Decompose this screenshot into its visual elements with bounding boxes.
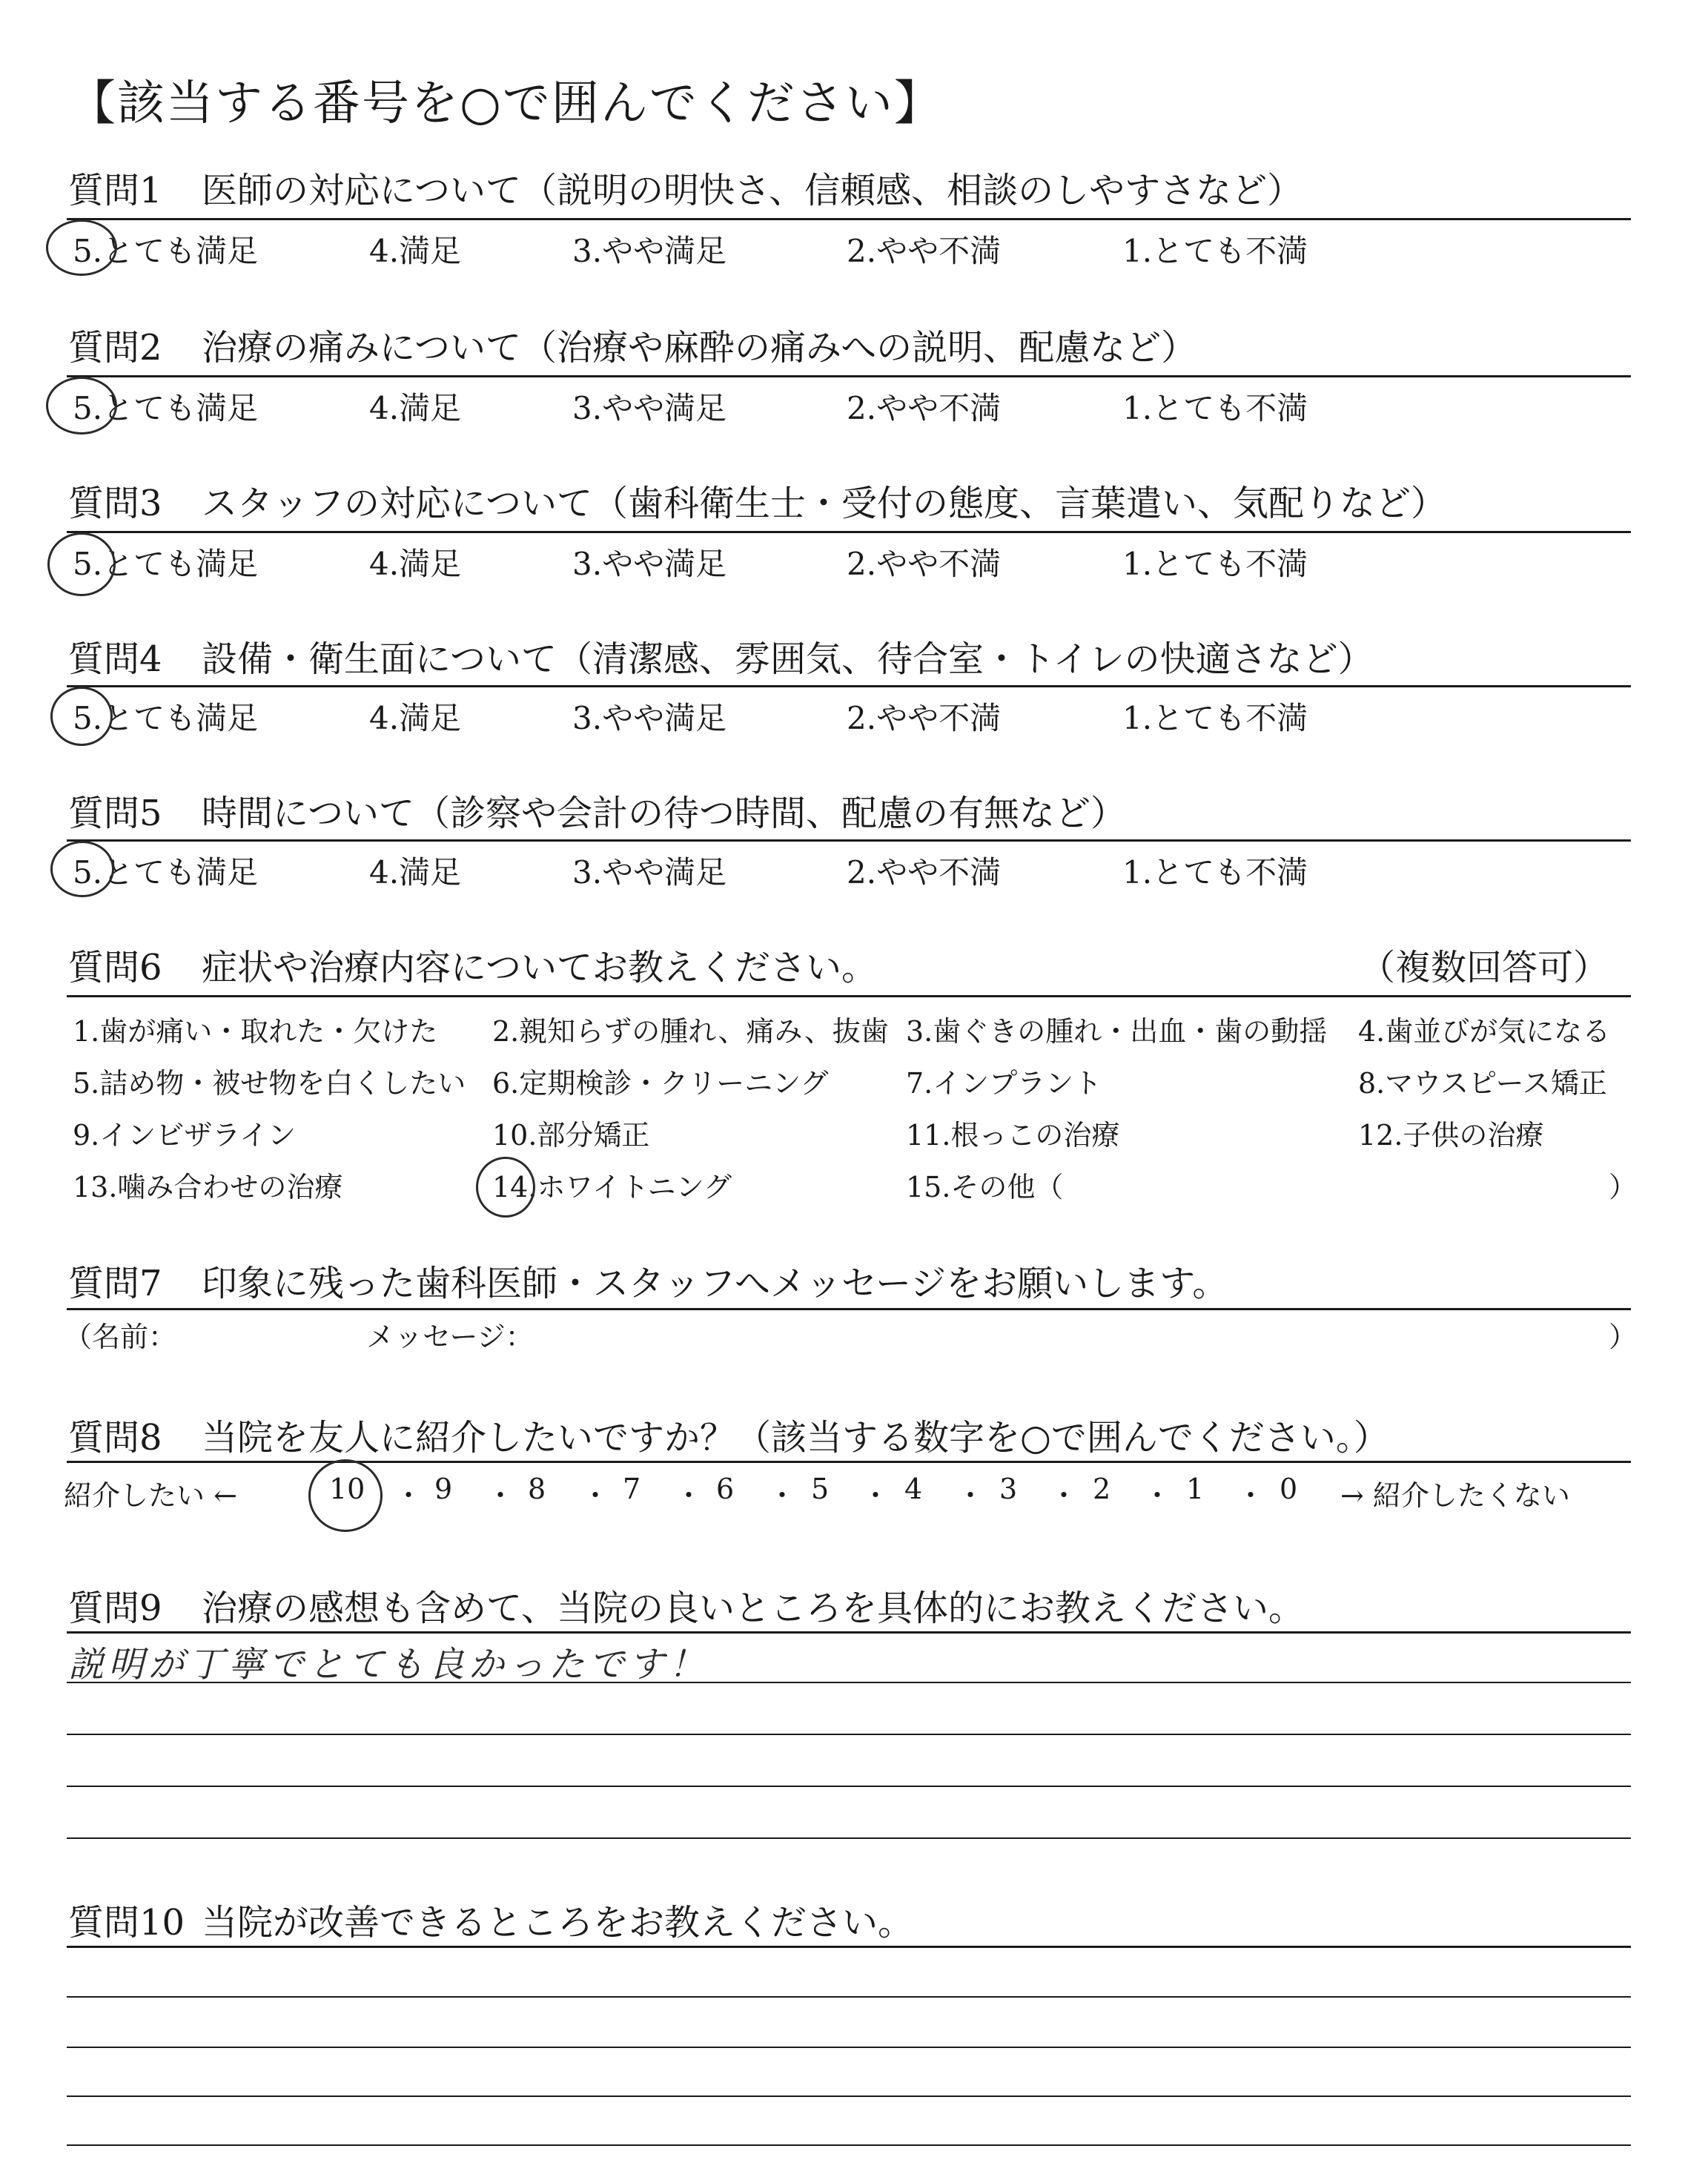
- q8-text: 当院を友人に紹介したいですか？（該当する数字を○で囲んでください。）: [202, 1417, 1389, 1459]
- q2-text: 治療の痛みについて（治療や麻酔の痛みへの説明、配慮など）: [202, 327, 1197, 369]
- q8-sep: ・: [486, 1479, 515, 1512]
- q6-note: （複数回答可）: [1360, 947, 1609, 988]
- q10-answer-line[interactable]: [67, 1996, 1631, 1998]
- q8-selection-circle: [308, 1459, 383, 1532]
- q8-score-3[interactable]: 3: [999, 1473, 1018, 1505]
- q7-name-field[interactable]: [222, 1354, 341, 1355]
- q8-sep: ・: [394, 1479, 423, 1512]
- q3-text: スタッフの対応について（歯科衛生士・受付の態度、言葉遣い、気配りなど）: [202, 483, 1447, 524]
- q6-item-15[interactable]: 15.その他（: [906, 1171, 1064, 1203]
- q1-option-2[interactable]: 2.やや不満: [847, 233, 1002, 269]
- q2-option-1[interactable]: 1.とても不満: [1122, 390, 1308, 426]
- q8-sep: ・: [956, 1479, 985, 1512]
- q6-item-15-close: ）: [1609, 1171, 1638, 1203]
- q7-text: 印象に残った歯科医師・スタッフへメッセージをお願いします。: [202, 1263, 1228, 1304]
- q9-rule: [67, 1631, 1631, 1634]
- q7-message-field[interactable]: [549, 1354, 1586, 1355]
- q5-option-5[interactable]: 5.とても満足: [73, 854, 259, 891]
- q7-name-label: （名前：: [64, 1321, 177, 1353]
- q3-option-5[interactable]: 5.とても満足: [73, 546, 259, 582]
- q9-handwritten-answer[interactable]: 説明が丁寧でとても良かったです！: [68, 1644, 709, 1685]
- q1-option-4[interactable]: 4.満足: [369, 233, 462, 269]
- q1-label: 質問1: [68, 170, 162, 211]
- q6-label: 質問6: [68, 947, 162, 988]
- q6-item-2[interactable]: 2.親知らずの腫れ、痛み、抜歯: [492, 1015, 889, 1048]
- q2-label: 質問2: [68, 327, 162, 369]
- q6-rule: [67, 995, 1631, 997]
- q10-answer-line[interactable]: [67, 2047, 1631, 2048]
- q8-sep: ・: [1050, 1479, 1079, 1512]
- q9-text: 治療の感想も含めて、当院の良いところを具体的にお教えください。: [202, 1588, 1305, 1629]
- page-title: 【該当する番号を○で囲んでください】: [68, 76, 943, 131]
- q4-option-5[interactable]: 5.とても満足: [73, 700, 259, 736]
- q5-option-4[interactable]: 4.満足: [369, 854, 462, 891]
- q5-label: 質問5: [68, 793, 162, 834]
- q9-answer-line: [67, 1837, 1631, 1839]
- q8-score-8[interactable]: 8: [528, 1473, 546, 1505]
- q8-score-5[interactable]: 5: [811, 1473, 830, 1505]
- q3-rule: [67, 531, 1631, 533]
- q10-answer-line[interactable]: [67, 2095, 1631, 2097]
- q3-label: 質問3: [68, 483, 162, 524]
- q4-rule: [67, 685, 1631, 687]
- q4-label: 質問4: [68, 638, 162, 680]
- q6-item-14[interactable]: 14.ホワイトニング: [492, 1171, 732, 1203]
- q4-selection-circle: [50, 687, 113, 746]
- q8-score-7[interactable]: 7: [623, 1473, 641, 1505]
- q10-answer-line[interactable]: [67, 2144, 1631, 2146]
- q10-text: 当院が改善できるところをお教えください。: [202, 1902, 914, 1943]
- q8-score-10[interactable]: 10: [329, 1473, 365, 1505]
- q7-label: 質問7: [68, 1263, 162, 1304]
- q5-option-1[interactable]: 1.とても不満: [1122, 854, 1308, 891]
- q9-label: 質問9: [68, 1588, 162, 1629]
- q6-text: 症状や治療内容についてお教えください。: [202, 947, 878, 988]
- q8-score-4[interactable]: 4: [904, 1473, 923, 1505]
- q9-answer-line: [67, 1786, 1631, 1787]
- q6-item-1[interactable]: 1.歯が痛い・取れた・欠けた: [73, 1015, 438, 1048]
- q3-selection-circle: [47, 532, 116, 596]
- q5-text: 時間について（診察や会計の待つ時間、配慮の有無など）: [202, 793, 1127, 834]
- q1-option-1[interactable]: 1.とても不満: [1122, 233, 1308, 269]
- q8-score-0[interactable]: 0: [1280, 1473, 1298, 1505]
- q8-right-label: → 紹介したくない: [1340, 1479, 1570, 1512]
- q6-item-6[interactable]: 6.定期検診・クリーニング: [492, 1067, 829, 1100]
- q5-option-2[interactable]: 2.やや不満: [847, 854, 1002, 891]
- q1-text: 医師の対応について（説明の明快さ、信頼感、相談のしやすさなど）: [202, 170, 1303, 211]
- q6-item-8[interactable]: 8.マウスピース矯正: [1358, 1067, 1607, 1100]
- q1-rule: [67, 218, 1631, 220]
- q8-sep: ・: [861, 1479, 890, 1512]
- q10-rule: [67, 1946, 1631, 1948]
- q2-option-3[interactable]: 3.やや満足: [572, 390, 727, 426]
- q6-item-13[interactable]: 13.噛み合わせの治療: [73, 1171, 343, 1203]
- q1-option-5[interactable]: 5.とても満足: [73, 233, 259, 269]
- q2-selection-circle: [46, 377, 117, 435]
- q2-option-2[interactable]: 2.やや不満: [847, 390, 1002, 426]
- q8-sep: ・: [768, 1479, 797, 1512]
- q8-score-2[interactable]: 2: [1093, 1473, 1111, 1505]
- q8-sep: ・: [1143, 1479, 1172, 1512]
- q5-rule: [67, 839, 1631, 842]
- q4-option-4[interactable]: 4.満足: [369, 700, 462, 736]
- q3-option-4[interactable]: 4.満足: [369, 546, 462, 582]
- q2-option-4[interactable]: 4.満足: [369, 390, 462, 426]
- q6-item-10[interactable]: 10.部分矯正: [492, 1119, 650, 1152]
- q8-sep: ・: [581, 1479, 610, 1512]
- q6-item-9[interactable]: 9.インビザライン: [73, 1119, 297, 1152]
- q6-item-11[interactable]: 11.根っこの治療: [906, 1119, 1120, 1152]
- q6-item-5[interactable]: 5.詰め物・被せ物を白くしたい: [73, 1067, 466, 1100]
- q2-option-5[interactable]: 5.とても満足: [73, 390, 259, 426]
- q9-answer-line: [67, 1734, 1631, 1735]
- q8-sep: ・: [675, 1479, 704, 1512]
- q8-sep: ・: [1237, 1479, 1265, 1512]
- q2-rule: [67, 375, 1631, 377]
- q7-message-label: メッセージ：: [366, 1321, 534, 1353]
- q1-option-3[interactable]: 3.やや満足: [572, 233, 727, 269]
- q9-answer-line: [67, 1682, 1631, 1683]
- q3-option-2[interactable]: 2.やや不満: [847, 546, 1002, 582]
- q1-selection-circle: [46, 219, 117, 276]
- q8-score-9[interactable]: 9: [434, 1473, 453, 1505]
- q3-option-3[interactable]: 3.やや満足: [572, 546, 727, 582]
- q4-option-2[interactable]: 2.やや不満: [847, 700, 1002, 736]
- q8-score-1[interactable]: 1: [1186, 1473, 1205, 1505]
- q8-rule: [67, 1461, 1631, 1463]
- q6-selection-circle: [476, 1157, 535, 1218]
- q7-close-paren: ）: [1609, 1321, 1638, 1353]
- q4-option-1[interactable]: 1.とても不満: [1122, 700, 1308, 736]
- q4-option-3[interactable]: 3.やや満足: [572, 700, 727, 736]
- q8-left-label: 紹介したい ←: [64, 1479, 237, 1512]
- q5-selection-circle: [50, 841, 114, 897]
- q6-item-12[interactable]: 12.子供の治療: [1358, 1119, 1544, 1152]
- q6-item-4[interactable]: 4.歯並びが気になる: [1358, 1015, 1611, 1048]
- q8-label: 質問8: [68, 1417, 162, 1459]
- q4-text: 設備・衛生面について（清潔感、雰囲気、待合室・トイレの快適さなど）: [202, 638, 1374, 680]
- q5-option-3[interactable]: 3.やや満足: [572, 854, 727, 891]
- q10-label: 質問10: [68, 1902, 185, 1943]
- q6-item-7[interactable]: 7.インプラント: [906, 1067, 1102, 1100]
- q8-score-6[interactable]: 6: [716, 1473, 735, 1505]
- q3-option-1[interactable]: 1.とても不満: [1122, 546, 1308, 582]
- q7-rule: [67, 1308, 1631, 1310]
- q6-item-3[interactable]: 3.歯ぐきの腫れ・出血・歯の動揺: [906, 1015, 1328, 1048]
